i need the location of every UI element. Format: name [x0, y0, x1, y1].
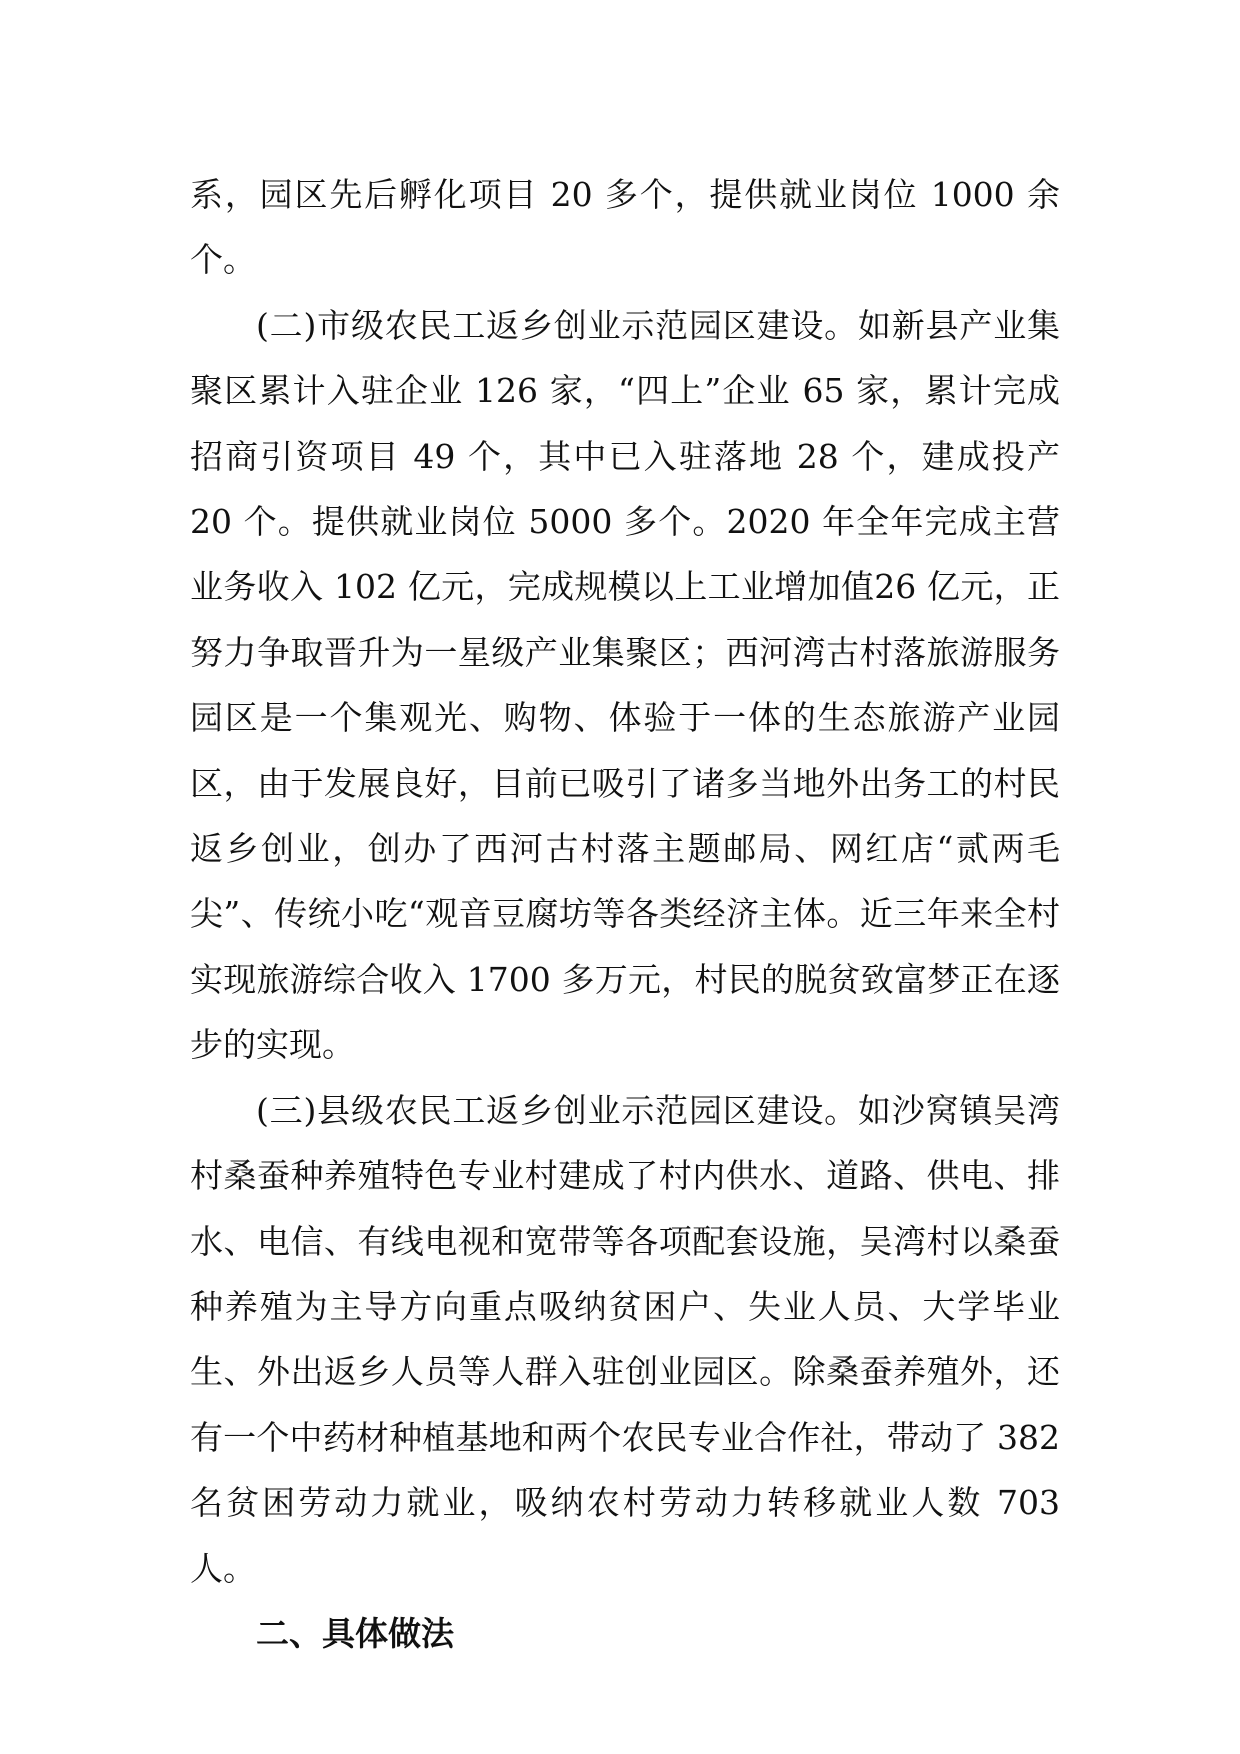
paragraph-continuation: 系，园区先后孵化项目 20 多个，提供就业岗位 1000 余个。 — [190, 175, 1060, 280]
paragraph-municipal-park: (二)市级农民工返乡创业示范园区建设。如新县产业集聚区累计入驻企业 126 家，“四上”企业 65 家，累计完成招商引资项目 49 个，其中已入驻落地 28 个，建成投产 20 个。提供就业岗位 5000 多个。2020 年全年完成主营业务收入 102 亿元，完成规模以上工业增加值26 亿元，正努力争取晋升为一星级产业集聚区；西河湾古村落旅游服务园区是一个集观光、购物、体验于一体的生态旅游产业园区，由于发展良好，目前已吸引了诸多当地外出务工的村民返乡创业，创办了西河古村落主题邮局、网红店“贰两毛尖”、传统小吃“观音豆腐坊等各类经济主体。近三年来全村实现旅游综合收入 1700 多万元，村民的脱贫致富梦正在逐步的实现。 — [190, 305, 1060, 1065]
section-heading: 二、具体做法 — [256, 1613, 454, 1653]
document-body — [190, 162, 1060, 1666]
paragraph-county-park: (三)县级农民工返乡创业示范园区建设。如沙窝镇吴湾村桑蚕种养殖特色专业村建成了村内供水、道路、供电、排水、电信、有线电视和宽带等各项配套设施，吴湾村以桑蚕种养殖为主导方向重点吸纳贫困户、失业人员、大学毕业生、外出返乡人员等人群入驻创业园区。除桑蚕养殖外，还有一个中药材种植基地和两个农民专业合作社，带动了 382 名贫困劳动力就业，吸纳农村劳动力转移就业人数 703 人。 — [190, 1090, 1060, 1588]
